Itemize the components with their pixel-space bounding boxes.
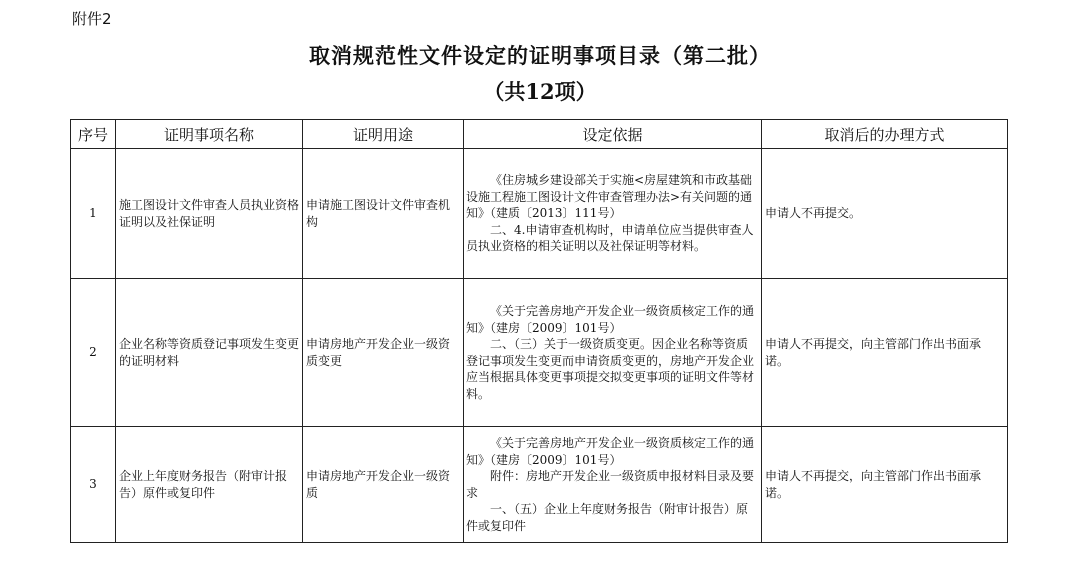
certification-items-table bbox=[70, 119, 1008, 543]
header-item-name: 证明事项名称 bbox=[116, 120, 303, 149]
basis-paragraph: 附件：房地产开发企业一级资质申报材料目录及要求 bbox=[466, 469, 755, 500]
row-purpose: 申请房地产开发企业一级资质 bbox=[303, 427, 464, 543]
row-handling-after: 申请人不再提交，向主管部门作出书面承诺。 bbox=[762, 279, 1008, 427]
basis-paragraph: 二、（三）关于一级资质变更。因企业名称等资质登记事项发生变更而申请资质变更的，房地产开发企业应当根据具体变更事项提交拟变更事项的证明文件等材料。 bbox=[466, 337, 755, 401]
row-purpose: 申请房地产开发企业一级资质变更 bbox=[303, 279, 464, 427]
row-handling-after: 申请人不再提交。 bbox=[762, 149, 1008, 279]
header-no: 序号 bbox=[71, 120, 116, 149]
row-purpose: 申请施工图设计文件审查机构 bbox=[303, 149, 464, 279]
attachment-label: 附件2 bbox=[72, 10, 112, 28]
table-row bbox=[71, 279, 1008, 427]
basis-paragraph: 《关于完善房地产开发企业一级资质核定工作的通知》（建房〔2009〕101号） bbox=[466, 304, 755, 335]
document-subtitle: （共12项） bbox=[483, 79, 597, 104]
row-item-name: 企业名称等资质登记事项发生变更的证明材料 bbox=[116, 279, 303, 427]
document-title: 取消规范性文件设定的证明事项目录（第二批） bbox=[309, 43, 771, 68]
row-item-name: 施工图设计文件审查人员执业资格证明以及社保证明 bbox=[116, 149, 303, 279]
table-header-row bbox=[71, 120, 1008, 149]
row-no: 1 bbox=[71, 149, 116, 279]
header-basis: 设定依据 bbox=[464, 120, 762, 149]
basis-paragraph: 《关于完善房地产开发企业一级资质核定工作的通知》（建房〔2009〕101号） bbox=[466, 436, 755, 467]
row-basis bbox=[464, 427, 762, 543]
basis-paragraph: 《住房城乡建设部关于实施<房屋建筑和市政基础设施工程施工图设计文件审查管理办法>有关问题的通知》（建质〔2013〕111号） bbox=[466, 173, 753, 221]
row-basis bbox=[464, 279, 762, 427]
header-handling-after: 取消后的办理方式 bbox=[762, 120, 1008, 149]
table-row bbox=[71, 427, 1008, 543]
basis-paragraph: 二、4.申请审查机构时，申请单位应当提供审查人员执业资格的相关证明以及社保证明等材料。 bbox=[466, 222, 754, 254]
table-row bbox=[71, 149, 1008, 279]
row-no: 2 bbox=[71, 279, 116, 427]
row-basis bbox=[464, 149, 762, 279]
basis-paragraph: 一、（五）企业上年度财务报告（附审计报告）原件或复印件 bbox=[466, 502, 749, 533]
row-handling-after: 申请人不再提交，向主管部门作出书面承诺。 bbox=[762, 427, 1008, 543]
row-item-name: 企业上年度财务报告（附审计报告）原件或复印件 bbox=[116, 427, 303, 543]
header-purpose: 证明用途 bbox=[303, 120, 464, 149]
row-no: 3 bbox=[71, 427, 116, 543]
